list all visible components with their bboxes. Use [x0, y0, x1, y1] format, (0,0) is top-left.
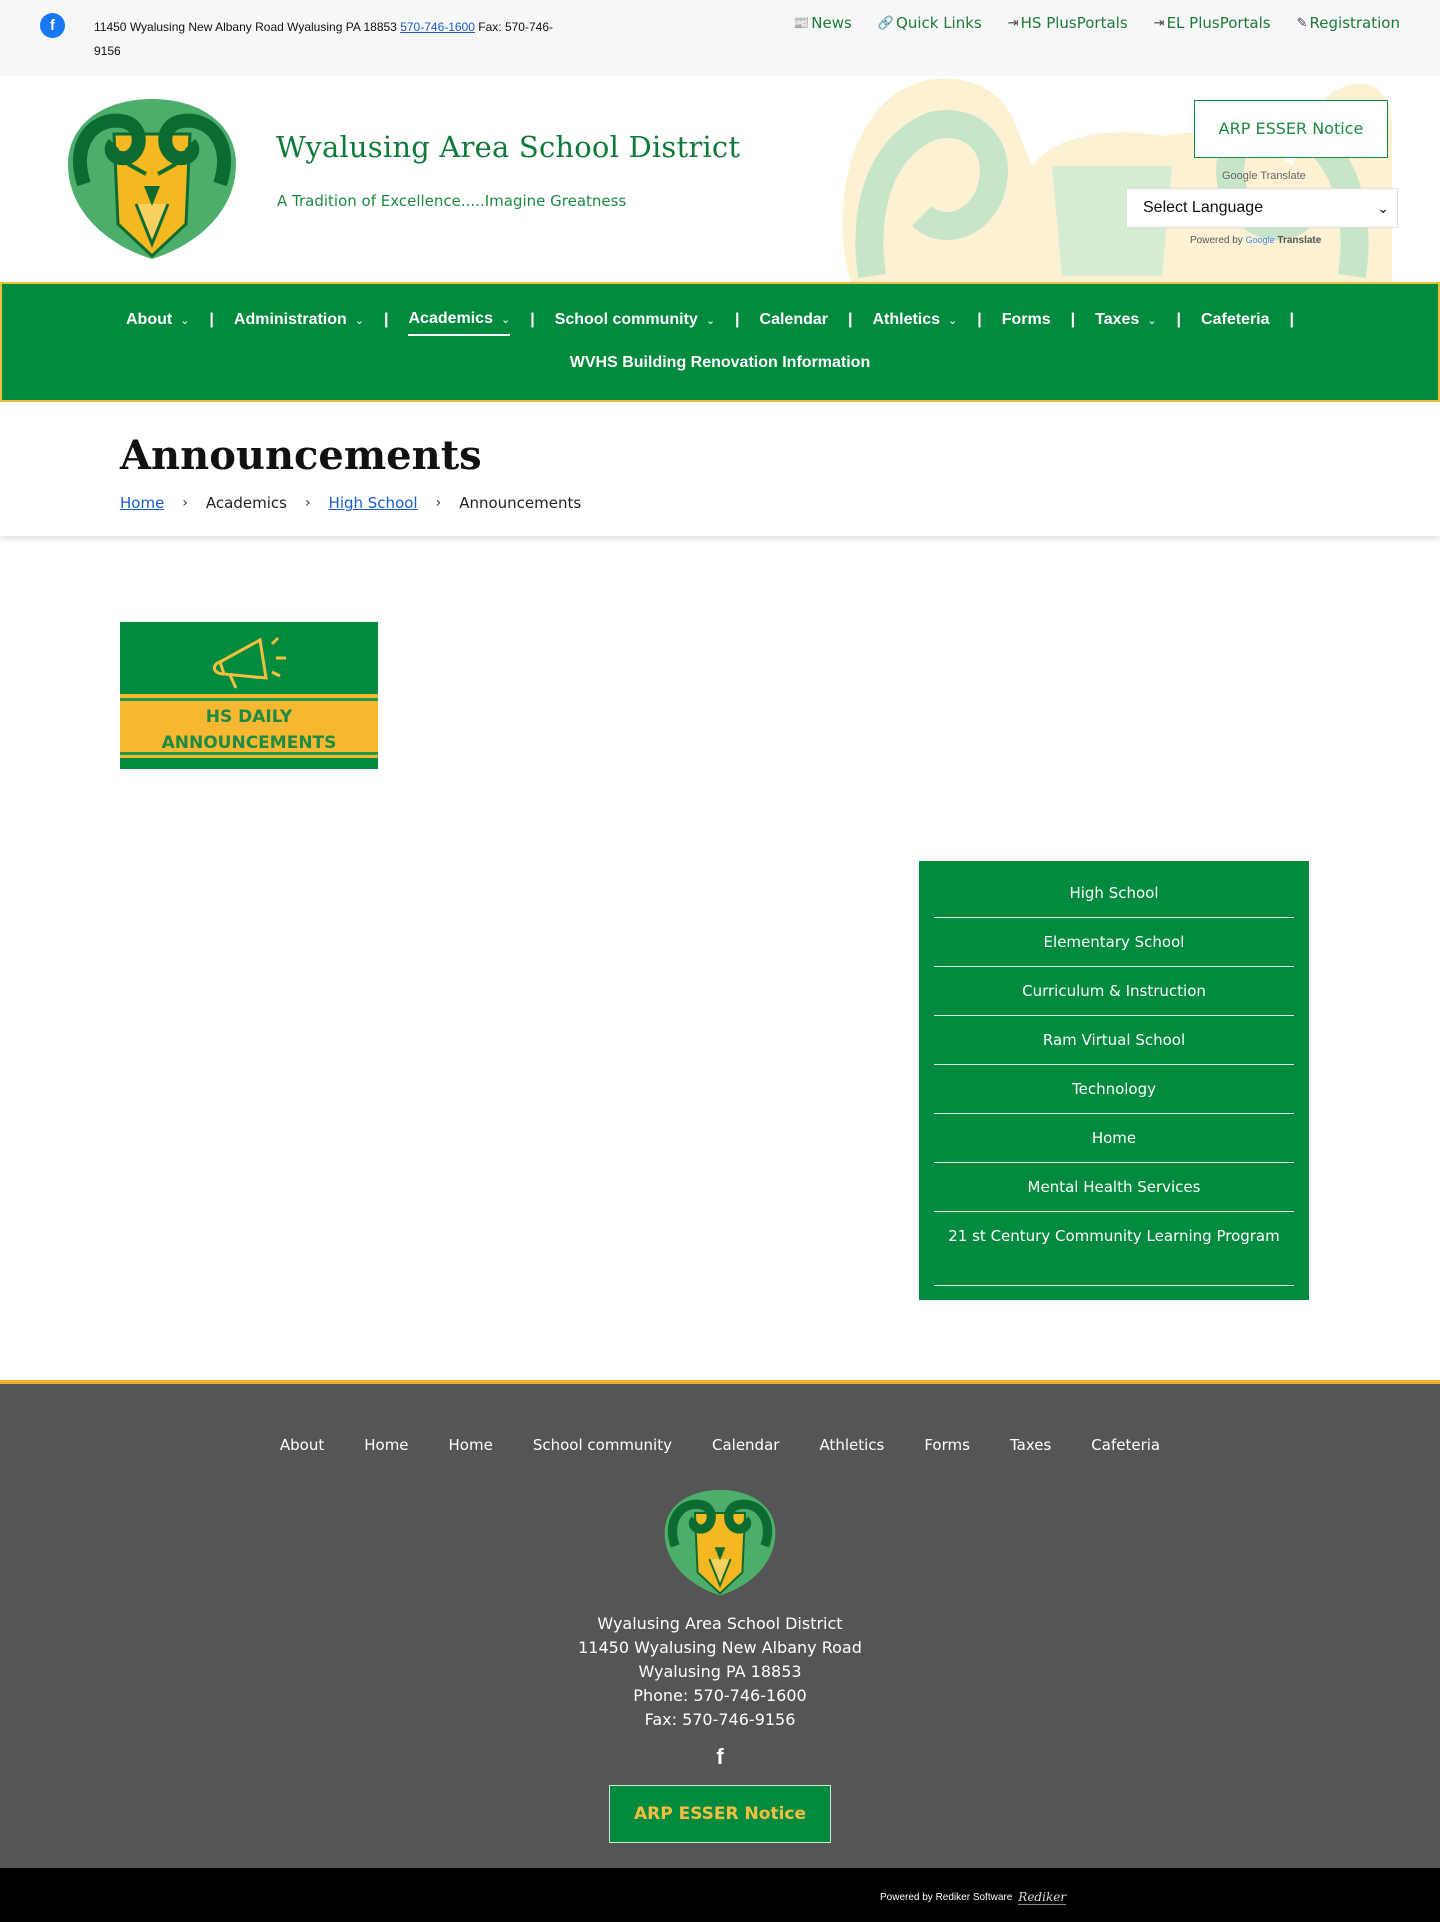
- nav-item-label: Cafeteria: [1201, 311, 1270, 328]
- language-select-value: Select Language: [1143, 199, 1264, 216]
- footer-nav-home[interactable]: Home: [364, 1436, 409, 1454]
- sidebar-item-home[interactable]: Home: [934, 1114, 1294, 1163]
- top-fax-text: Fax: 570-746-: [478, 20, 553, 34]
- breadcrumb-academics: Academics: [205, 494, 287, 512]
- breadcrumb-home[interactable]: Home: [120, 494, 165, 512]
- top-link-label: EL PlusPortals: [1166, 14, 1271, 32]
- nav-item-label: Academics: [408, 310, 493, 327]
- chevron-down-icon: ⌄: [1147, 314, 1157, 327]
- nav-separator: |: [209, 311, 214, 328]
- nav-item-forms[interactable]: [1002, 311, 1051, 335]
- footer-navigation: [0, 1436, 1440, 1454]
- nav-item-label: Administration: [233, 311, 347, 328]
- site-header: [0, 76, 1440, 282]
- top-link-label: News: [811, 14, 852, 32]
- chevron-right-icon: ›: [182, 495, 188, 511]
- footer-nav-home[interactable]: Home: [448, 1436, 493, 1454]
- nav-separator: |: [384, 311, 389, 328]
- nav-item-label: Calendar: [759, 311, 828, 328]
- google-logo-text: Google: [1245, 235, 1275, 245]
- image-title-line2: ANNOUNCEMENTS: [161, 733, 337, 753]
- nav-separator: |: [1176, 311, 1182, 328]
- chevron-down-icon: ⌄: [354, 314, 364, 327]
- footer-address-line: 11450 Wyalusing New Albany Road: [578, 1638, 862, 1657]
- top-link-quick-links[interactable]: [878, 14, 982, 32]
- nav-item-label: Forms: [1001, 311, 1051, 328]
- sidebar-item-mental-health-services[interactable]: Mental Health Services: [934, 1163, 1294, 1212]
- nav-item-taxes[interactable]: [1095, 311, 1156, 335]
- academics-sidebar-menu: [919, 861, 1309, 1300]
- google-translate-label: Google Translate: [1222, 170, 1306, 182]
- nav-item-label: Taxes: [1095, 311, 1140, 328]
- nav-item-calendar[interactable]: [760, 311, 828, 335]
- language-select[interactable]: [1126, 188, 1398, 228]
- facebook-icon[interactable]: f: [40, 13, 65, 38]
- site-title[interactable]: Wyalusing Area School District: [276, 130, 741, 164]
- footer-facebook-icon[interactable]: f: [716, 1744, 724, 1769]
- top-address-text: 11450 Wyalusing New Albany Road Wyalusing PA 18853: [94, 20, 397, 34]
- footer-nav-school-community[interactable]: School community: [532, 1436, 672, 1454]
- top-link-label: HS PlusPortals: [1020, 14, 1128, 32]
- chevron-right-icon: ›: [435, 495, 442, 511]
- pencil-icon: ✎: [1296, 15, 1308, 31]
- nav-item-academics[interactable]: [408, 310, 510, 336]
- nav-item-athletics[interactable]: [872, 311, 957, 335]
- footer-district-logo[interactable]: [662, 1486, 778, 1598]
- arp-esser-notice-button[interactable]: ARP ESSER Notice: [1194, 100, 1388, 158]
- nav-item-about[interactable]: [126, 311, 189, 335]
- site-tagline: A Tradition of Excellence.....Imagine Greatness: [277, 192, 627, 210]
- sidebar-item-elementary-school[interactable]: Elementary School: [934, 918, 1294, 967]
- bottom-bar: [0, 1868, 1440, 1922]
- top-link-label: Quick Links: [896, 14, 982, 32]
- chevron-down-icon: ⌄: [500, 313, 511, 326]
- top-link-hs-plusportals[interactable]: [1008, 14, 1128, 32]
- breadcrumb: [120, 494, 581, 512]
- nav-separator: |: [530, 311, 535, 328]
- nav-item-wvhs-renovation[interactable]: WVHS Building Renovation Information: [569, 354, 871, 371]
- main-nav-row-2: [2, 354, 1438, 378]
- footer-nav-about[interactable]: About: [279, 1436, 325, 1454]
- nav-separator: |: [1289, 311, 1294, 328]
- main-nav-row: [2, 310, 1438, 336]
- footer-nav-calendar[interactable]: Calendar: [711, 1436, 780, 1454]
- sidebar-item-curriculum-instruction[interactable]: Curriculum & Instruction: [934, 967, 1294, 1016]
- top-link-el-plusportals[interactable]: [1154, 14, 1271, 32]
- page-title: Announcements: [120, 432, 482, 479]
- newspaper-icon: 📰: [793, 15, 810, 31]
- sidebar-item-high-school[interactable]: High School: [934, 869, 1294, 918]
- sidebar-item-ram-virtual-school[interactable]: Ram Virtual School: [934, 1016, 1294, 1065]
- nav-item-cafeteria[interactable]: [1201, 311, 1269, 335]
- google-translate-powered: [1190, 235, 1321, 246]
- footer-address-line: Phone: 570-746-1600: [633, 1686, 807, 1705]
- nav-separator: |: [735, 311, 740, 328]
- top-quick-links: [793, 14, 1400, 32]
- nav-item-label: School community: [554, 311, 698, 328]
- footer-nav-athletics[interactable]: Athletics: [819, 1436, 885, 1454]
- page-header: [0, 402, 1440, 536]
- site-footer: [0, 1380, 1440, 1868]
- footer-nav-taxes[interactable]: Taxes: [1009, 1436, 1052, 1454]
- nav-item-administration[interactable]: [234, 311, 364, 335]
- footer-nav-cafeteria[interactable]: Cafeteria: [1091, 1436, 1161, 1454]
- chevron-right-icon: ›: [304, 495, 311, 511]
- footer-address-line: Wyalusing Area School District: [597, 1614, 843, 1633]
- top-bar: [0, 0, 1440, 76]
- breadcrumb-announcements: Announcements: [459, 494, 582, 512]
- top-link-registration[interactable]: [1297, 14, 1400, 32]
- footer-arp-esser-notice-button[interactable]: ARP ESSER Notice: [609, 1785, 831, 1843]
- top-phone-link[interactable]: 570-746-1600: [400, 20, 475, 34]
- translate-link[interactable]: Translate: [1277, 235, 1322, 246]
- nav-item-school-community[interactable]: [555, 311, 715, 335]
- footer-address-line: Fax: 570-746-9156: [644, 1710, 796, 1729]
- nav-separator: |: [1070, 311, 1076, 328]
- district-logo[interactable]: [64, 94, 240, 262]
- chevron-down-icon: ⌄: [705, 314, 716, 327]
- hs-daily-announcements-image[interactable]: [120, 622, 378, 769]
- top-fax-text-cont: 9156: [94, 44, 121, 58]
- powered-by-text: Powered by: [1190, 235, 1243, 246]
- powered-by-rediker: [880, 1890, 1066, 1905]
- top-contact-info: [94, 15, 594, 63]
- image-title-line1: HS DAILY: [205, 707, 293, 727]
- link-icon: 🔗: [877, 15, 895, 31]
- main-navigation: [0, 282, 1440, 402]
- rediker-logo[interactable]: Rediker: [1018, 1890, 1067, 1904]
- powered-by-text: Powered by Rediker Software: [880, 1892, 1013, 1903]
- sign-in-icon: ⇥: [1007, 15, 1019, 31]
- sidebar-item-technology[interactable]: Technology: [934, 1065, 1294, 1114]
- nav-item-label: Athletics: [872, 311, 941, 328]
- footer-address: [0, 1612, 1440, 1732]
- nav-separator: |: [847, 311, 853, 328]
- breadcrumb-high-school[interactable]: High School: [328, 494, 418, 512]
- sidebar-item-21-st-century-community-learning-program[interactable]: 21 st Century Community Learning Program: [934, 1212, 1294, 1286]
- chevron-down-icon: ⌄: [948, 314, 958, 327]
- footer-nav-forms[interactable]: Forms: [924, 1436, 970, 1454]
- top-link-news[interactable]: [793, 14, 852, 32]
- sign-in-icon: ⇥: [1153, 15, 1165, 31]
- top-link-label: Registration: [1309, 14, 1400, 32]
- footer-address-line: Wyalusing PA 18853: [638, 1662, 802, 1681]
- nav-separator: |: [977, 311, 982, 328]
- nav-item-label: About: [125, 311, 173, 328]
- chevron-down-icon: ⌄: [180, 314, 190, 327]
- chevron-down-icon: ⌄: [1377, 200, 1389, 216]
